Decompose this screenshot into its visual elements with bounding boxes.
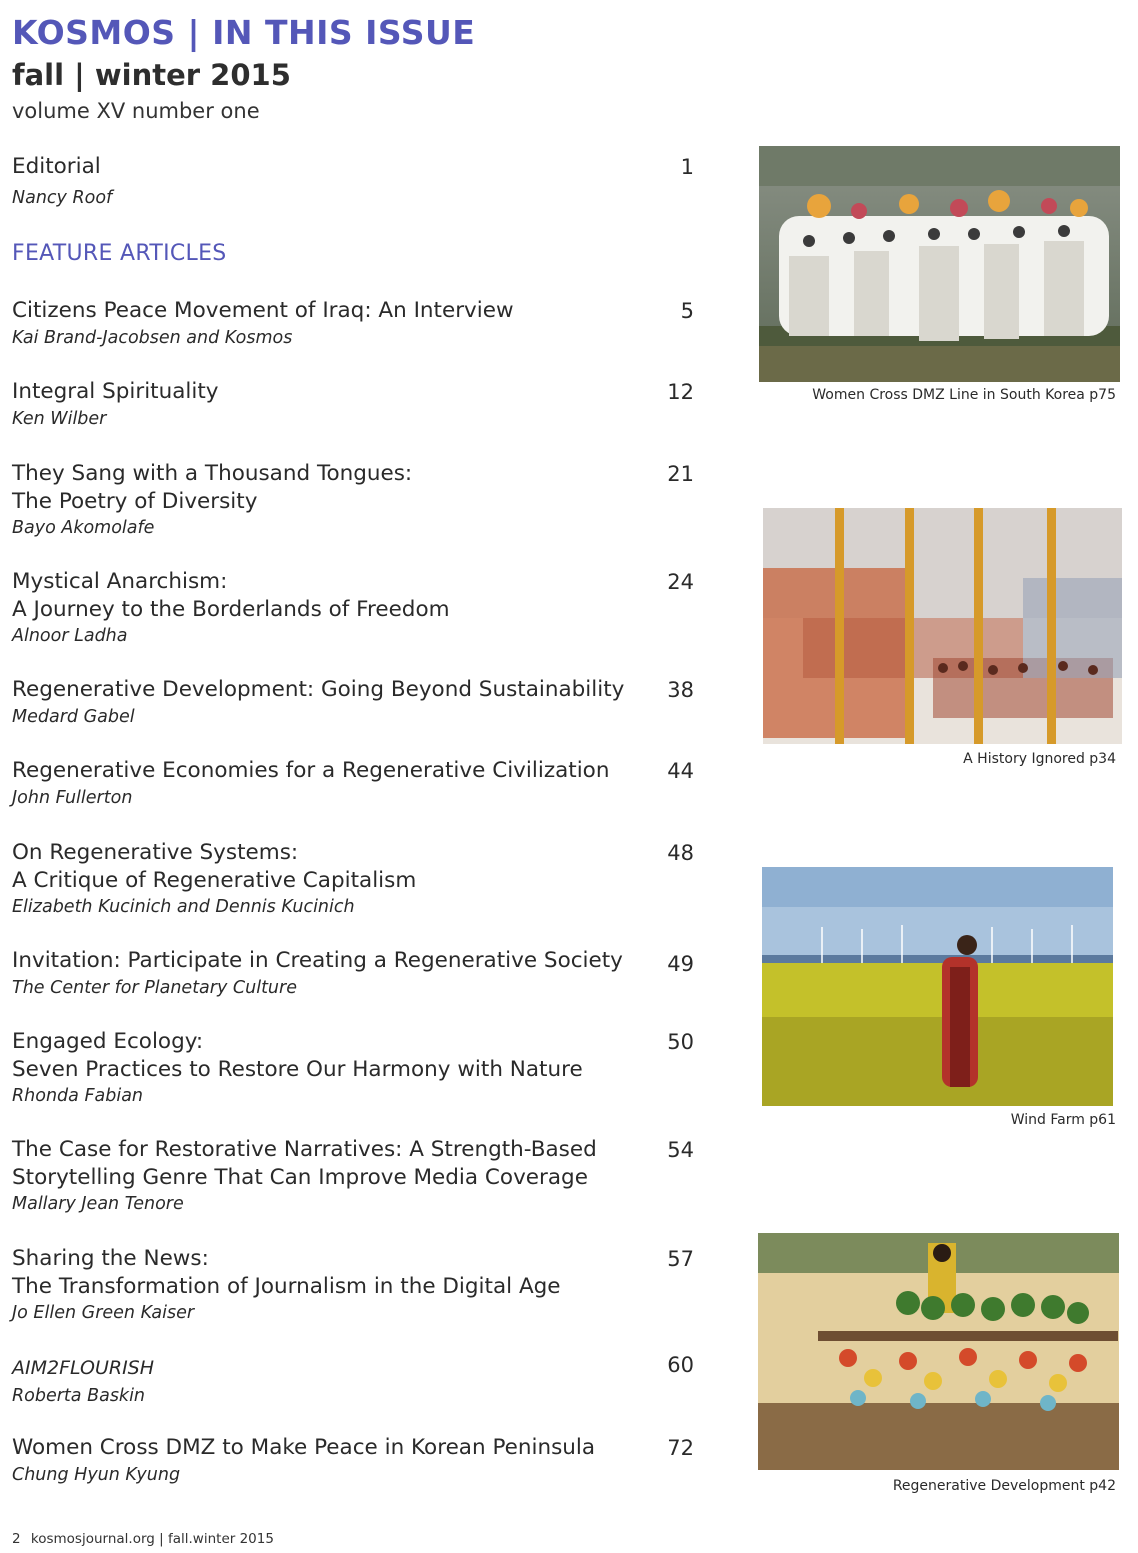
toc-entry-editorial[interactable]: [12, 153, 702, 212]
toc-entry[interactable]: [12, 757, 702, 812]
entry-title: Integral Spirituality: [12, 379, 219, 404]
entry-title: AIM2FLOURISH: [12, 1357, 155, 1379]
entry-page: 38: [667, 678, 694, 702]
masthead: [12, 12, 475, 126]
entry-page: 48: [667, 841, 694, 865]
entry-author: Rhonda Fabian: [12, 1086, 144, 1106]
footer-site: kosmosjournal.org | fall.winter 2015: [30, 1531, 274, 1547]
entry-page: 44: [667, 759, 694, 783]
photo-history-ignored: [763, 508, 1122, 744]
entry-author: Mallary Jean Tenore: [12, 1194, 184, 1214]
entry-title: Invitation: Participate in Creating a Regenerative Society: [12, 948, 623, 973]
toc-entry[interactable]: [12, 460, 702, 542]
entry-page: 12: [667, 380, 694, 404]
toc-entry[interactable]: [12, 1028, 702, 1110]
entry-author: Nancy Roof: [12, 187, 113, 208]
magazine-title: KOSMOS | IN THIS ISSUE: [12, 13, 476, 52]
entry-page: 60: [667, 1353, 694, 1377]
issue-season: fall | winter 2015: [12, 58, 291, 92]
entry-title: Mystical Anarchism:: [12, 569, 228, 594]
toc-entry[interactable]: [12, 676, 702, 731]
toc-entry[interactable]: [12, 947, 702, 1002]
photo-regenerative-development: [758, 1233, 1119, 1470]
entry-author: Alnoor Ladha: [12, 626, 128, 646]
entry-author: Elizabeth Kucinich and Dennis Kucinich: [12, 897, 355, 917]
entry-title: Women Cross DMZ to Make Peace in Korean Peninsula: [12, 1435, 596, 1460]
entry-title: They Sang with a Thousand Tongues:: [12, 461, 413, 486]
toc-entry[interactable]: [12, 1245, 702, 1327]
entry-author: Jo Ellen Green Kaiser: [12, 1303, 195, 1323]
entry-title-line-2: The Poetry of Diversity: [12, 488, 258, 514]
entry-page: 57: [667, 1247, 694, 1271]
entry-page: 21: [667, 462, 694, 486]
entry-page: 54: [667, 1138, 694, 1162]
entry-title-line-2: The Transformation of Journalism in the Digital Age: [12, 1273, 561, 1299]
page-footer: [12, 1531, 280, 1547]
entry-title: Citizens Peace Movement of Iraq: An Interview: [12, 298, 514, 323]
entry-page: 72: [667, 1436, 694, 1460]
entry-page: 1: [680, 155, 694, 179]
entry-page: 5: [680, 299, 694, 323]
photo-caption: A History Ignored p34: [963, 751, 1116, 767]
photo-wind-farm: [762, 867, 1113, 1106]
toc-entry[interactable]: [12, 568, 702, 650]
photo-women-cross-dmz: [759, 146, 1120, 382]
entry-title: Regenerative Development: Going Beyond Sustainability: [12, 677, 625, 702]
entry-title-line-2: A Journey to the Borderlands of Freedom: [12, 596, 450, 622]
entry-title: The Case for Restorative Narratives: A Strength-Based: [12, 1137, 597, 1162]
entry-author: John Fullerton: [12, 787, 133, 808]
toc-entry[interactable]: [12, 839, 702, 921]
entry-page: 49: [667, 952, 694, 976]
toc-entry[interactable]: [12, 1136, 702, 1218]
photo-caption: Women Cross DMZ Line in South Korea p75: [812, 387, 1116, 403]
entry-page: 24: [667, 570, 694, 594]
entry-author: Bayo Akomolafe: [12, 518, 155, 538]
entry-title: Regenerative Economies for a Regenerative Civilization: [12, 758, 610, 783]
entry-author: Roberta Baskin: [12, 1385, 146, 1406]
entry-title: On Regenerative Systems:: [12, 840, 299, 865]
toc-entry[interactable]: [12, 1434, 702, 1489]
entry-author: Ken Wilber: [12, 408, 107, 429]
entry-author: The Center for Planetary Culture: [12, 977, 297, 998]
entry-title-line-2: Storytelling Genre That Can Improve Media Coverage: [12, 1164, 588, 1190]
photo-caption: Wind Farm p61: [1010, 1112, 1116, 1128]
toc-entry[interactable]: [12, 378, 702, 433]
entry-title: Editorial: [12, 154, 101, 179]
photo-caption: Regenerative Development p42: [892, 1478, 1116, 1494]
entry-title: Sharing the News:: [12, 1246, 209, 1271]
issue-volume: volume XV number one: [12, 99, 260, 123]
toc-entry[interactable]: [12, 1355, 702, 1410]
entry-page: 50: [667, 1030, 694, 1054]
toc-entry[interactable]: [12, 297, 702, 352]
entry-author: Chung Hyun Kyung: [12, 1464, 181, 1485]
entry-title-line-2: A Critique of Regenerative Capitalism: [12, 867, 417, 893]
entry-author: Medard Gabel: [12, 706, 135, 727]
entry-title-line-2: Seven Practices to Restore Our Harmony with Nature: [12, 1056, 583, 1082]
entry-author: Kai Brand-Jacobsen and Kosmos: [12, 327, 293, 348]
footer-page-number: 2: [12, 1531, 21, 1547]
section-heading-feature-articles: FEATURE ARTICLES: [12, 241, 227, 266]
entry-title: Engaged Ecology:: [12, 1029, 204, 1054]
